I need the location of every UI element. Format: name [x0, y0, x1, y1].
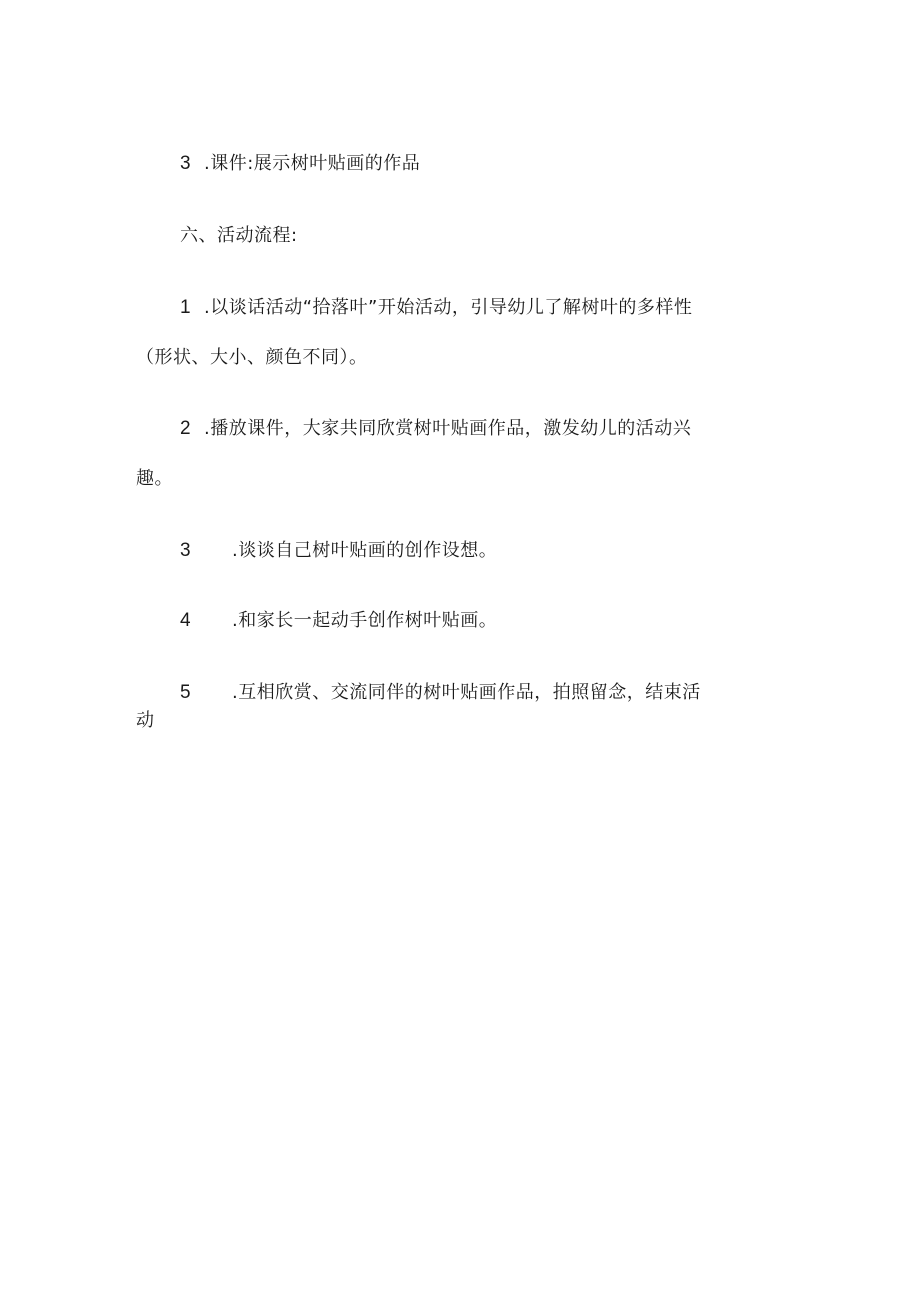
- section-heading: 六、活动流程:: [180, 225, 298, 246]
- step-number: 2: [180, 418, 192, 439]
- step-text: .和家长一起动手创作树叶贴画。: [232, 610, 498, 631]
- step-4: [180, 610, 497, 632]
- materials-item-3: [180, 153, 420, 175]
- step-2-continuation: 趣。: [136, 468, 173, 489]
- step-text: .播放课件，大家共同欣赏树叶贴画作品，激发幼儿的活动兴: [204, 418, 692, 439]
- step-1: [180, 297, 692, 319]
- step-3: [180, 540, 497, 562]
- step-number: 5: [180, 682, 192, 703]
- step-text: .互相欣赏、交流同伴的树叶贴画作品，拍照留念，结束活: [232, 682, 701, 703]
- step-number: 1: [180, 297, 192, 318]
- step-5: [180, 682, 701, 704]
- step-text: .以谈话活动“拾落叶”开始活动，引导幼儿了解树叶的多样性: [204, 297, 693, 318]
- step-2: [180, 418, 691, 440]
- step-text: .谈谈自己树叶贴画的创作设想。: [232, 540, 498, 561]
- step-1-continuation: （形状、大小、颜色不同）。: [136, 347, 368, 368]
- item-text: .课件:展示树叶贴画的作品: [204, 153, 421, 174]
- step-number: 3: [180, 540, 192, 561]
- item-number: 3: [180, 153, 192, 174]
- step-number: 4: [180, 610, 192, 631]
- step-5-continuation: 动: [136, 710, 155, 731]
